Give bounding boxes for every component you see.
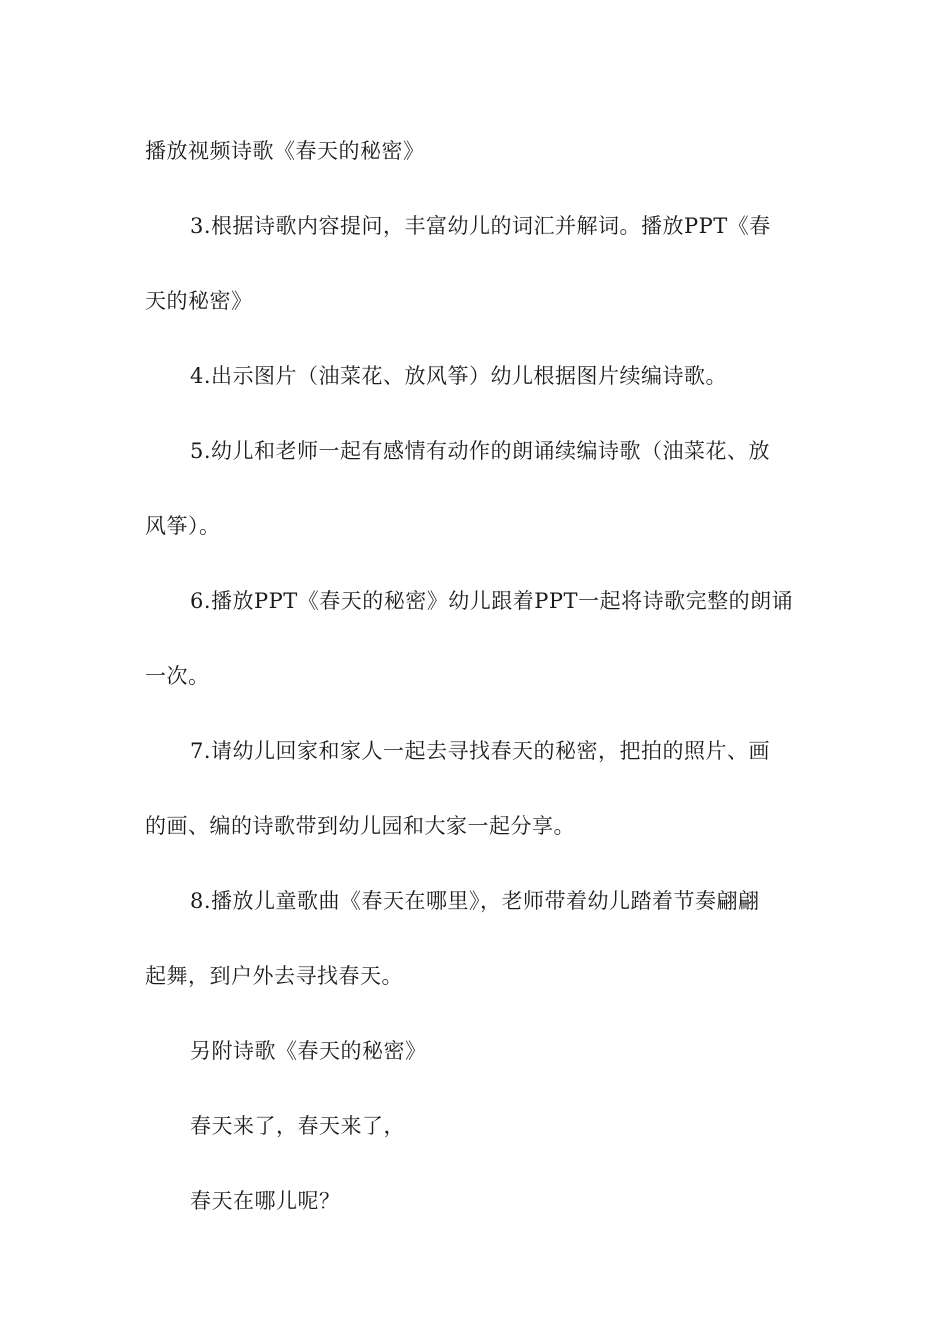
poem-line: 春天在哪儿呢？ — [190, 1189, 341, 1213]
text-line: 8.播放儿童歌曲《春天在哪里》，老师带着幼儿踏着节奏翩翩 — [190, 889, 760, 913]
text-line: 起舞，到户外去寻找春天。 — [145, 964, 403, 988]
text-line: 风筝）。 — [145, 514, 221, 538]
text-line: 天的秘密》 — [145, 289, 253, 313]
poem-line: 春天来了，春天来了， — [190, 1114, 405, 1138]
text-line: 7.请幼儿回家和家人一起去寻找春天的秘密，把拍的照片、画 — [190, 739, 771, 763]
text-line: 的画、编的诗歌带到幼儿园和大家一起分享。 — [145, 814, 575, 838]
text-line: 一次。 — [145, 664, 210, 688]
text-line: 4.出示图片（油菜花、放风筝）幼儿根据图片续编诗歌。 — [190, 364, 728, 388]
text-line: 5.幼儿和老师一起有感情有动作的朗诵续编诗歌（油菜花、放 — [190, 439, 771, 463]
text-line: 6.播放PPT《春天的秘密》幼儿跟着PPT一起将诗歌完整的朗诵 — [190, 589, 794, 613]
text-line: 3.根据诗歌内容提问，丰富幼儿的词汇并解词。播放PPT《春 — [190, 214, 771, 238]
text-line: 播放视频诗歌《春天的秘密》 — [145, 139, 425, 163]
poem-title-line: 另附诗歌《春天的秘密》 — [190, 1039, 427, 1063]
